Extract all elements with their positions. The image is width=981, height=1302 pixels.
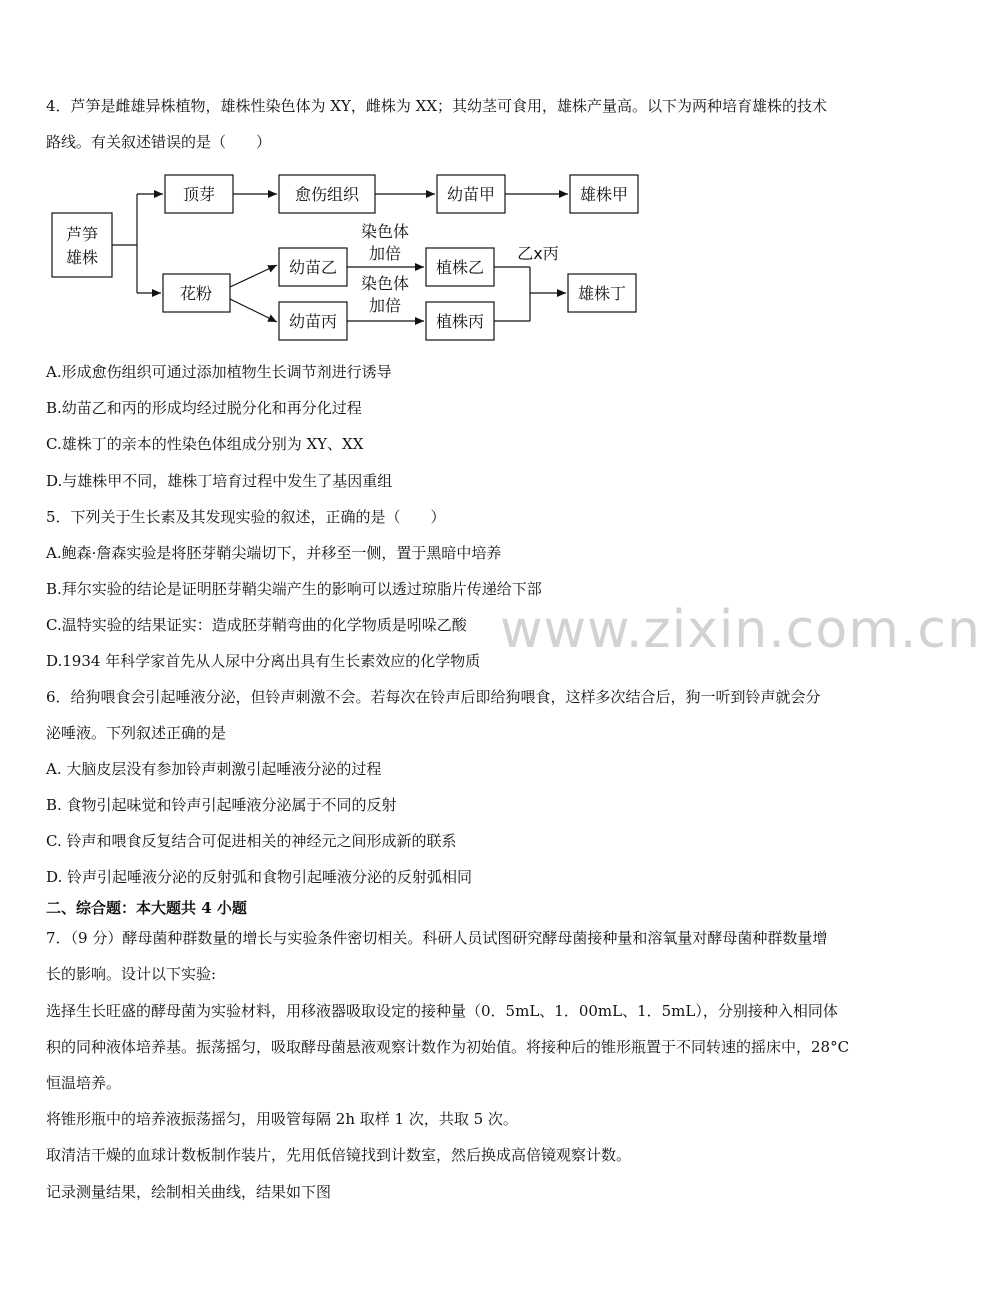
start-text-1: 芦笋	[65, 225, 99, 244]
section-heading: 二、综合题：本大题共 4 小题	[46, 899, 247, 917]
box-start	[52, 213, 112, 277]
q7-line-7: 取清洁干燥的血球计数板制作装片，先用低倍镜找到计数室，然后换成高倍镜观察计数。	[46, 1146, 632, 1164]
plant-c-text: 植株丙	[435, 312, 485, 331]
q5-option-c: C.温特实验的结果证实：造成胚芽鞘弯曲的化学物质是吲哚乙酸	[46, 616, 467, 634]
top-3-text: 幼苗甲	[446, 185, 496, 204]
q6-option-a: A. 大脑皮层没有参加铃声刺激引起唾液分泌的过程	[46, 760, 382, 778]
q4-option-c: C.雄株丁的亲本的性染色体组成分别为 XY、XX	[46, 435, 364, 453]
seedling-c-text: 幼苗丙	[288, 312, 338, 331]
q5-option-b: B.拜尔实验的结论是证明胚芽鞘尖端产生的影响可以透过琼脂片传递给下部	[46, 580, 542, 598]
final-text: 雄株丁	[577, 284, 627, 303]
q6-option-b: B. 食物引起味觉和铃声引起唾液分泌属于不同的反射	[46, 796, 397, 814]
cross-label: 乙x丙	[517, 244, 559, 263]
q7-line-5: 恒温培养。	[46, 1074, 122, 1092]
q6-option-d: D. 铃声引起唾液分泌的反射弧和食物引起唾液分泌的反射弧相同	[46, 868, 473, 886]
q7-line-8: 记录测量结果，绘制相关曲线，结果如下图	[46, 1183, 332, 1201]
q4-option-b: B.幼苗乙和丙的形成均经过脱分化和再分化过程	[46, 399, 362, 417]
seedling-b-text: 幼苗乙	[288, 258, 338, 277]
q6-stem-line1: 6．给狗喂食会引起唾液分泌，但铃声刺激不会。若每次在铃声后即给狗喂食，这样多次结合后，狗一听到铃声就会分	[46, 688, 821, 706]
q7-line-4: 积的同种液体培养基。振荡摇匀，吸取酵母菌悬液观察计数作为初始值。将接种后的锥形瓶置于不同转速的摇床中，28°C	[46, 1038, 850, 1056]
q7-line-6: 将锥形瓶中的培养液振荡摇匀，用吸管每隔 2h 取样 1 次，共取 5 次。	[46, 1110, 518, 1128]
arrow-label-2a: 染色体	[360, 274, 410, 293]
plant-b-text: 植株乙	[435, 258, 485, 277]
q6-stem-line2: 泌唾液。下列叙述正确的是	[46, 724, 227, 742]
q5-stem: 5．下列关于生长素及其发现实验的叙述，正确的是（ ）	[46, 508, 446, 526]
arrow-label-2b: 加倍	[368, 296, 402, 315]
q4-stem-line2: 路线。有关叙述错误的是（ ）	[46, 133, 272, 151]
top-1-text: 顶芽	[182, 185, 216, 204]
q6-option-c: C. 铃声和喂食反复结合可促进相关的神经元之间形成新的联系	[46, 832, 457, 850]
q7-line-2: 长的影响。设计以下实验:	[46, 965, 217, 983]
watermark: www.zixin.com.cn	[500, 600, 981, 660]
pollen-text: 花粉	[179, 284, 213, 303]
q7-line-1: 7．（9 分）酵母菌种群数量的增长与实验条件密切相关。科研人员试图研究酵母菌接种量和溶氧量对酵母菌种群数量增	[46, 929, 828, 947]
q5-option-d: D.1934 年科学家首先从人尿中分离出具有生长素效应的化学物质	[46, 652, 481, 670]
q4-stem-line1: 4．芦笋是雌雄异株植物，雄株性染色体为 XY，雌株为 XX；其幼茎可食用，雄株产量高。以下为两种培育雄株的技术	[46, 97, 828, 115]
q7-line-3: 选择生长旺盛的酵母菌为实验材料，用移液器吸取设定的接种量（0．5mL、1．00mL、1．5mL），分别接种入相同体	[46, 1002, 838, 1020]
q4-option-a: A.形成愈伤组织可通过添加植物生长调节剂进行诱导	[46, 363, 392, 381]
top-4-text: 雄株甲	[579, 185, 629, 204]
q4-flow-diagram	[0, 160, 700, 350]
start-text-2: 雄株	[65, 248, 99, 267]
q4-option-d: D.与雄株甲不同，雄株丁培育过程中发生了基因重组	[46, 472, 393, 490]
q5-option-a: A.鲍森·詹森实验是将胚芽鞘尖端切下，并移至一侧，置于黑暗中培养	[46, 544, 502, 562]
arrow-label-1a: 染色体	[360, 222, 410, 241]
top-2-text: 愈伤组织	[294, 185, 360, 204]
arrow-label-1b: 加倍	[368, 244, 402, 263]
